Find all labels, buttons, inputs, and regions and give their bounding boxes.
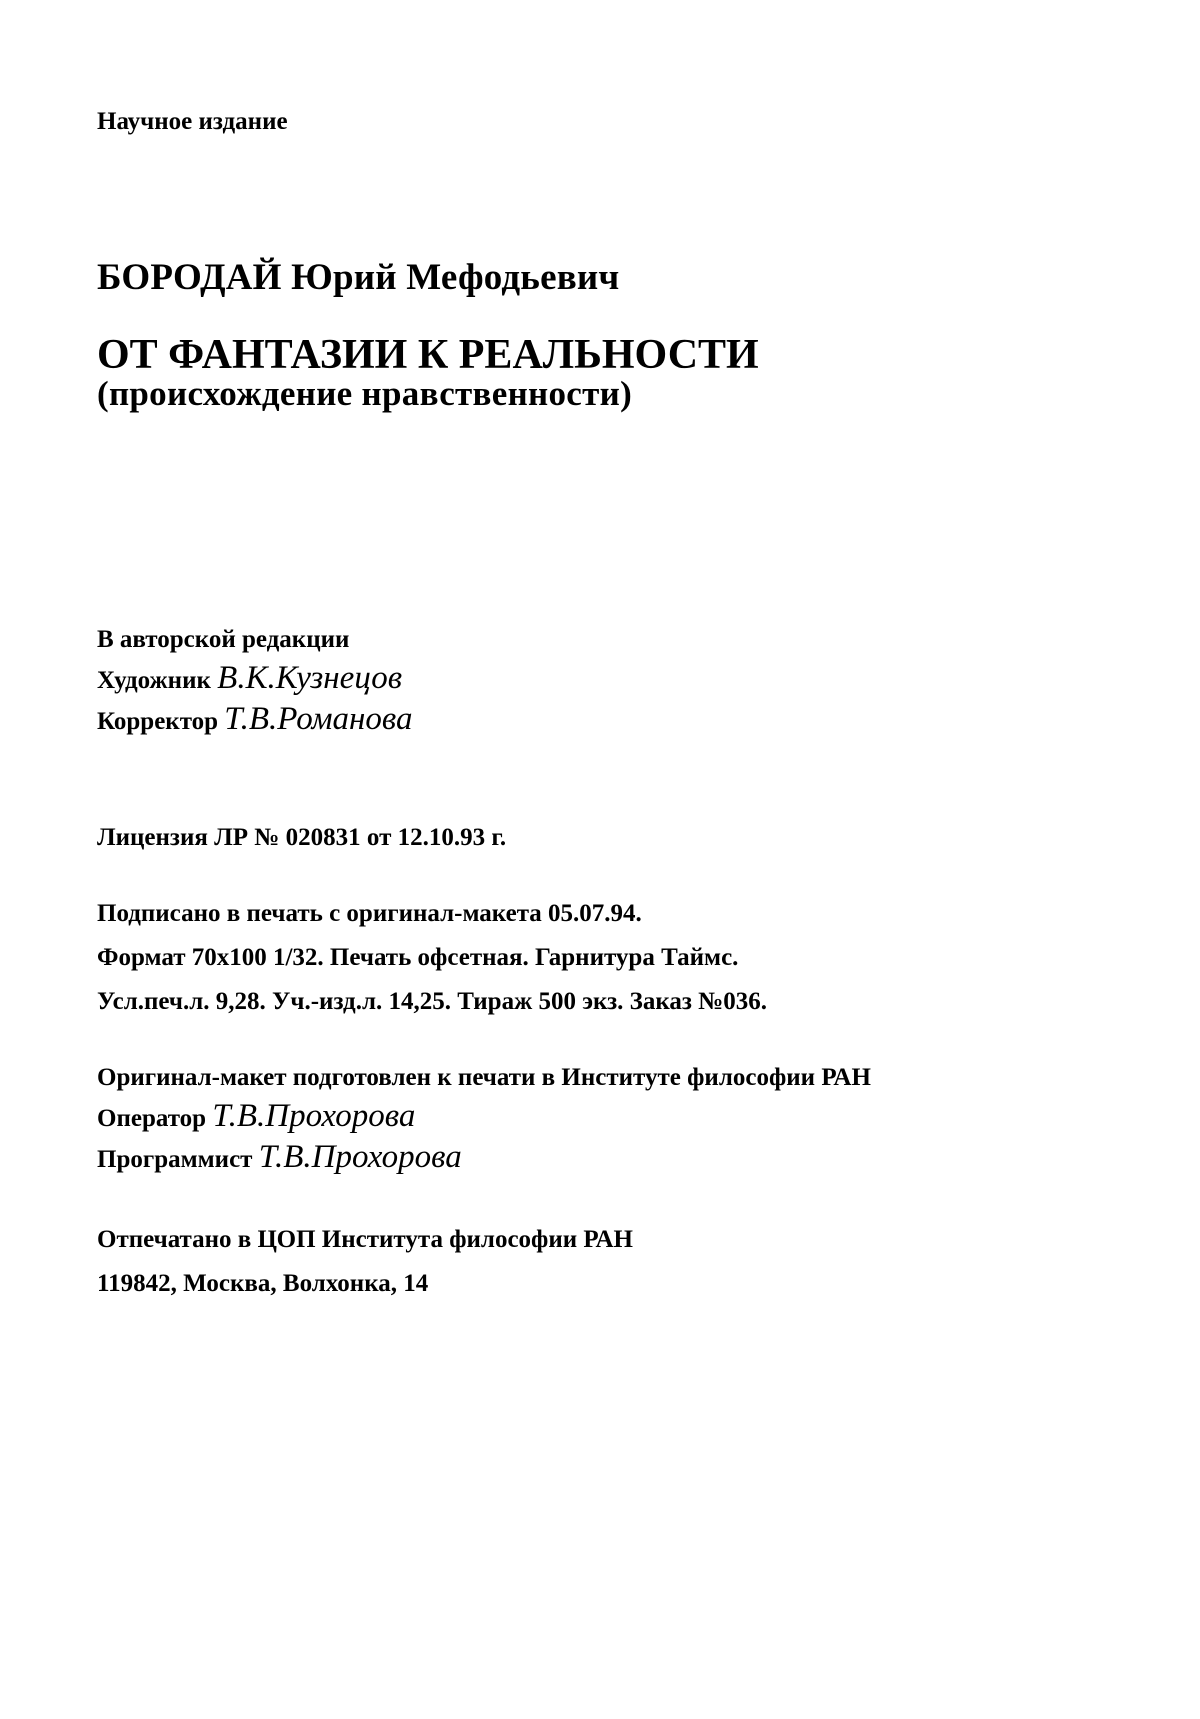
print-info-line: Усл.печ.л. 9,28. Уч.-изд.л. 14,25. Тираж 500 экз. Заказ №036. <box>97 988 768 1015</box>
layout-block <box>97 1058 871 1179</box>
license-line: Лицензия ЛР № 020831 от 12.10.93 г. <box>97 824 507 851</box>
corrector-line <box>97 700 412 741</box>
operator-line <box>97 1097 871 1138</box>
print-info-line: Подписано в печать с оригинал-макета 05.07.94. <box>97 900 642 927</box>
operator-name: Т.В.Прохорова <box>212 1098 416 1134</box>
printed-at-address: 119842, Москва, Волхонка, 14 <box>97 1270 429 1297</box>
programmer-name: Т.В.Прохорова <box>258 1139 462 1175</box>
publication-type: Научное издание <box>97 108 288 135</box>
corrector-label: Корректор <box>97 708 219 735</box>
book-title-block <box>97 334 759 412</box>
credits-block <box>97 620 412 741</box>
programmer-label: Программист <box>97 1146 253 1173</box>
book-title: ОТ ФАНТАЗИИ К РЕАЛЬНОСТИ <box>97 332 759 378</box>
book-subtitle: (происхождение нравственности) <box>97 374 633 413</box>
operator-label: Оператор <box>97 1105 207 1132</box>
layout-prepared: Оригинал-макет подготовлен к печати в Институте философии РАН <box>97 1064 871 1091</box>
printed-at-block <box>97 1218 633 1306</box>
artist-label: Художник <box>97 667 211 694</box>
print-info-line: Формат 70х100 1/32. Печать офсетная. Гарнитура Таймс. <box>97 944 739 971</box>
print-info-block <box>97 892 767 1024</box>
artist-line <box>97 659 412 700</box>
edition-note: В авторской редакции <box>97 626 350 653</box>
artist-name: В.К.Кузнецов <box>217 660 403 696</box>
programmer-line <box>97 1138 871 1179</box>
printed-at-line: Отпечатано в ЦОП Института философии РАН <box>97 1226 633 1253</box>
author-name: БОРОДАЙ Юрий Мефодьевич <box>97 257 620 298</box>
corrector-name: Т.В.Романова <box>224 701 413 737</box>
